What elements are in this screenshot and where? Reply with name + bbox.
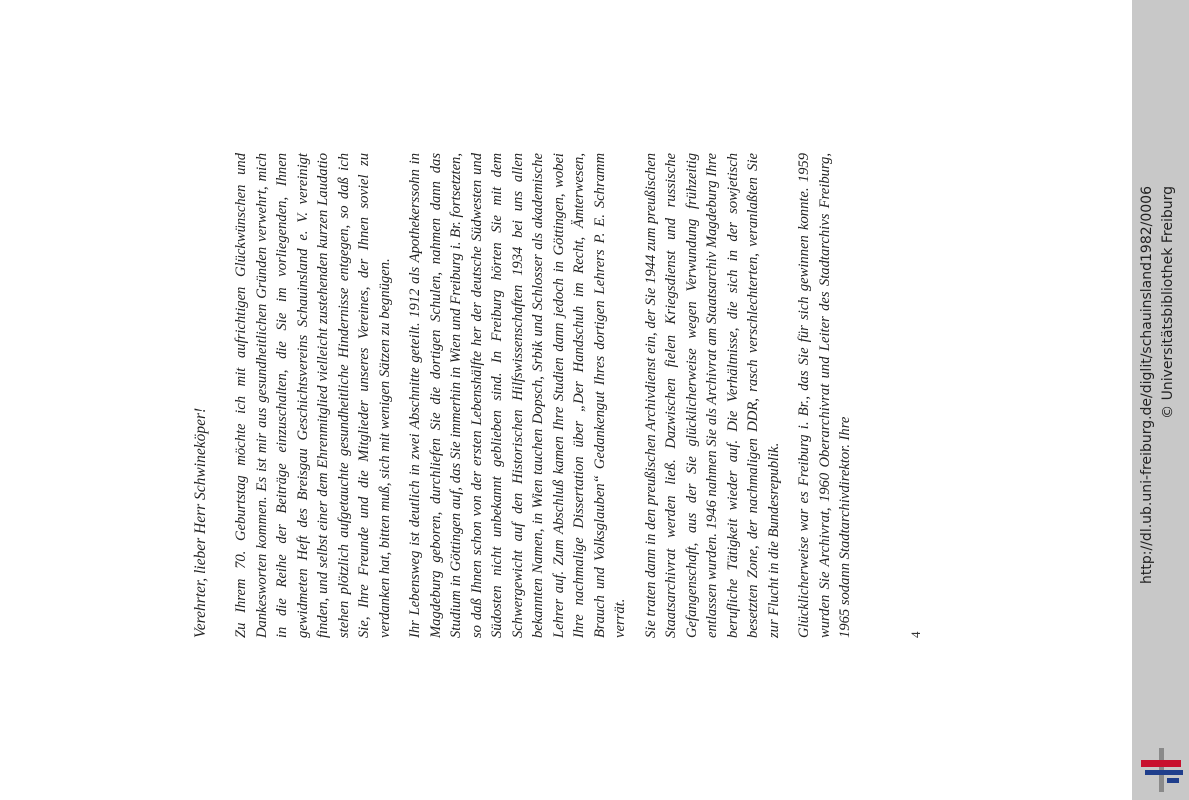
body-text — [231, 153, 866, 638]
sidebar-text — [1132, 0, 1189, 800]
source-url-link[interactable]: http://dl.ub.uni-freiburg.de/diglit/schauinsland1982/0006 — [1139, 186, 1155, 584]
page-number: 4 — [908, 631, 923, 638]
viewer-sidebar — [1132, 0, 1189, 800]
paragraph-1: Zu Ihrem 70. Geburtstag möchte ich mit aufrichtigen Glückwünschen und Dankesworten kommen. Es ist mir aus gesundheitlichen Gründen verwehrt, mich in die Reihe der Beiträge einzuschalten, die Sie im vorliegenden, Ihnen gewidmeten Heft des Breisgau Geschichtsvereins Schauinsland e. V. vereinigt finden, und selbst einer dem Ehrenmitglied vielleicht zustehenden kurzen Laudatio stehen plötzlich aufgetauchte gesundheitliche Hindernisse entgegen, so daß ich Sie, Ihre Freunde und die Mitglieder unseres Vereines, der Ihnen soviel zu verdanken hat, bitten muß, sich mit wenigen Sätzen zu begnügen. — [233, 153, 393, 638]
copyright-notice: © Universitätsbibliothek Freiburg — [1160, 186, 1176, 419]
paragraph-4: Glücklicherweise war es Freiburg i. Br., das Sie für sich gewinnen konnte. 1959 wurden Sie Archivrat, 1960 Oberarchivrat und Leiter des Stadtarchivs Freiburg, 1965 sodann Stadtarchivdirektor. Ihre — [796, 153, 853, 638]
library-logo-icon — [1141, 748, 1183, 792]
paragraph-2: Ihr Lebensweg ist deutlich in zwei Abschnitte geteilt. 1912 als Apothekerssohn in Magdeburg geboren, durchliefen Sie die dortigen Schulen, nahmen dann das Studium in Göttingen auf, das Sie immerhin in Wien und Freiburg i. Br. fortsetzten, so daß Ihnen schon von der ersten Lebenshälfte her der deutsche Südwesten und Südosten nicht unbekannt geblieben sind. In Freiburg hörten Sie mit dem Schwergewicht auf den Historischen Hilfswissenschaften 1934 bei uns allen bekannten Namen, in Wien tauchen Dopsch, Srbik und Schlosser als akademische Lehrer auf. Zum Abschluß kamen Ihre Studien dann jedoch in Göttingen, wobei Ihre nachmalige Dissertation über „Der Handschuh im Recht, Ämterwesen, Brauch und Volksglauben“ Gedankengut Ihres dortigen Lehrers P. E. Schramm verrät. — [407, 153, 628, 638]
paragraph-3: Sie traten dann in den preußischen Archivdienst ein, der Sie 1944 zum preußischen Staatsarchivrat werden ließ. Dazwischen fielen Kriegsdienst und russische Gefangenschaft, aus der Sie glücklicherweise wegen Verwundung frühzeitig entlassen wurden. 1946 nahmen Sie als Archivrat am Staatsarchiv Magdeburg Ihre berufliche Tätigkeit wieder auf. Die Verhältnisse, die sich in der sowjetisch besetzten Zone, der nachmaligen DDR, rasch verschlechterten, veranlaßten Sie zur Flucht in die Bundesrepublik. — [642, 153, 782, 638]
greeting-line: Verehrter, lieber Herr Schwineköper! — [192, 407, 209, 638]
